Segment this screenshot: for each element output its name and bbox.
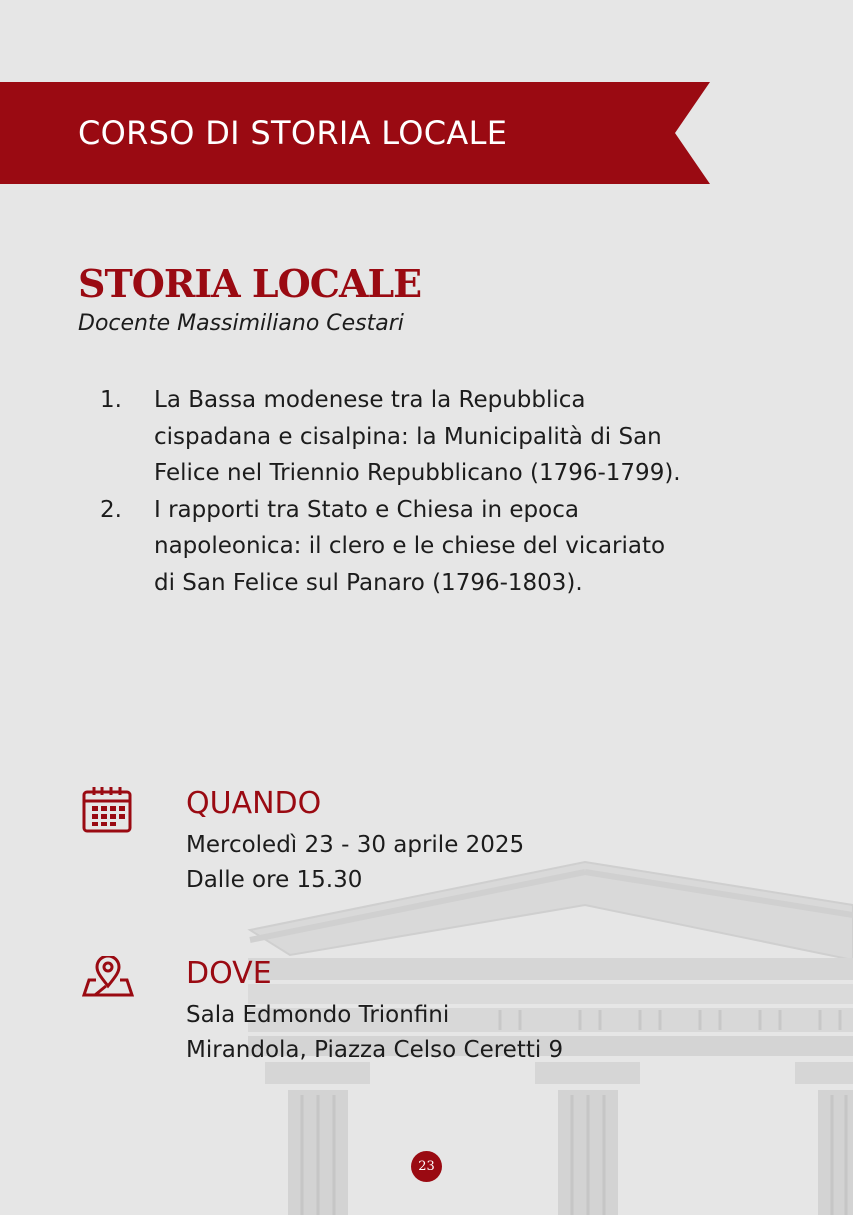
course-title: STORIA LOCALE [78,261,422,306]
when-time: Dalle ore 15.30 [186,866,363,893]
where-details [186,998,563,1067]
list-item-number: 2. [100,496,122,523]
teacher-name: Docente Massimiliano Cestari [78,311,404,336]
map-pin-icon [82,956,134,998]
list-item-text [154,492,794,602]
list-item-line: I rapporti tra Stato e Chiesa in epoca [154,496,579,523]
page-number: 23 [411,1151,442,1182]
when-details [186,828,524,897]
list-item-line: La Bassa modenese tra la Repubblica [154,387,586,413]
list-item-line: cispadana e cisalpina: la Municipalità di San [154,423,662,450]
where-venue: Sala Edmondo Trionfini [186,1002,450,1028]
list-item-text [154,382,794,492]
banner-title: CORSO DI STORIA LOCALE [78,114,508,152]
list-item-line: napoleonica: il clero e le chiese del vicariato [154,533,666,559]
list-item [100,492,800,602]
when-label: QUANDO [186,786,322,821]
list-item-line: di San Felice sul Panaro (1796-1803). [154,569,583,596]
when-date: Mercoledì 23 - 30 aprile 2025 [186,832,525,858]
where-label: DOVE [186,956,272,991]
where-address: Mirandola, Piazza Celso Ceretti 9 [186,1036,564,1063]
list-item [100,382,800,492]
list-item-line: Felice nel Triennio Repubblicano (1796-1799). [154,460,681,486]
calendar-icon [82,786,134,834]
topics-list [100,382,800,601]
list-item-number: 1. [100,387,122,413]
